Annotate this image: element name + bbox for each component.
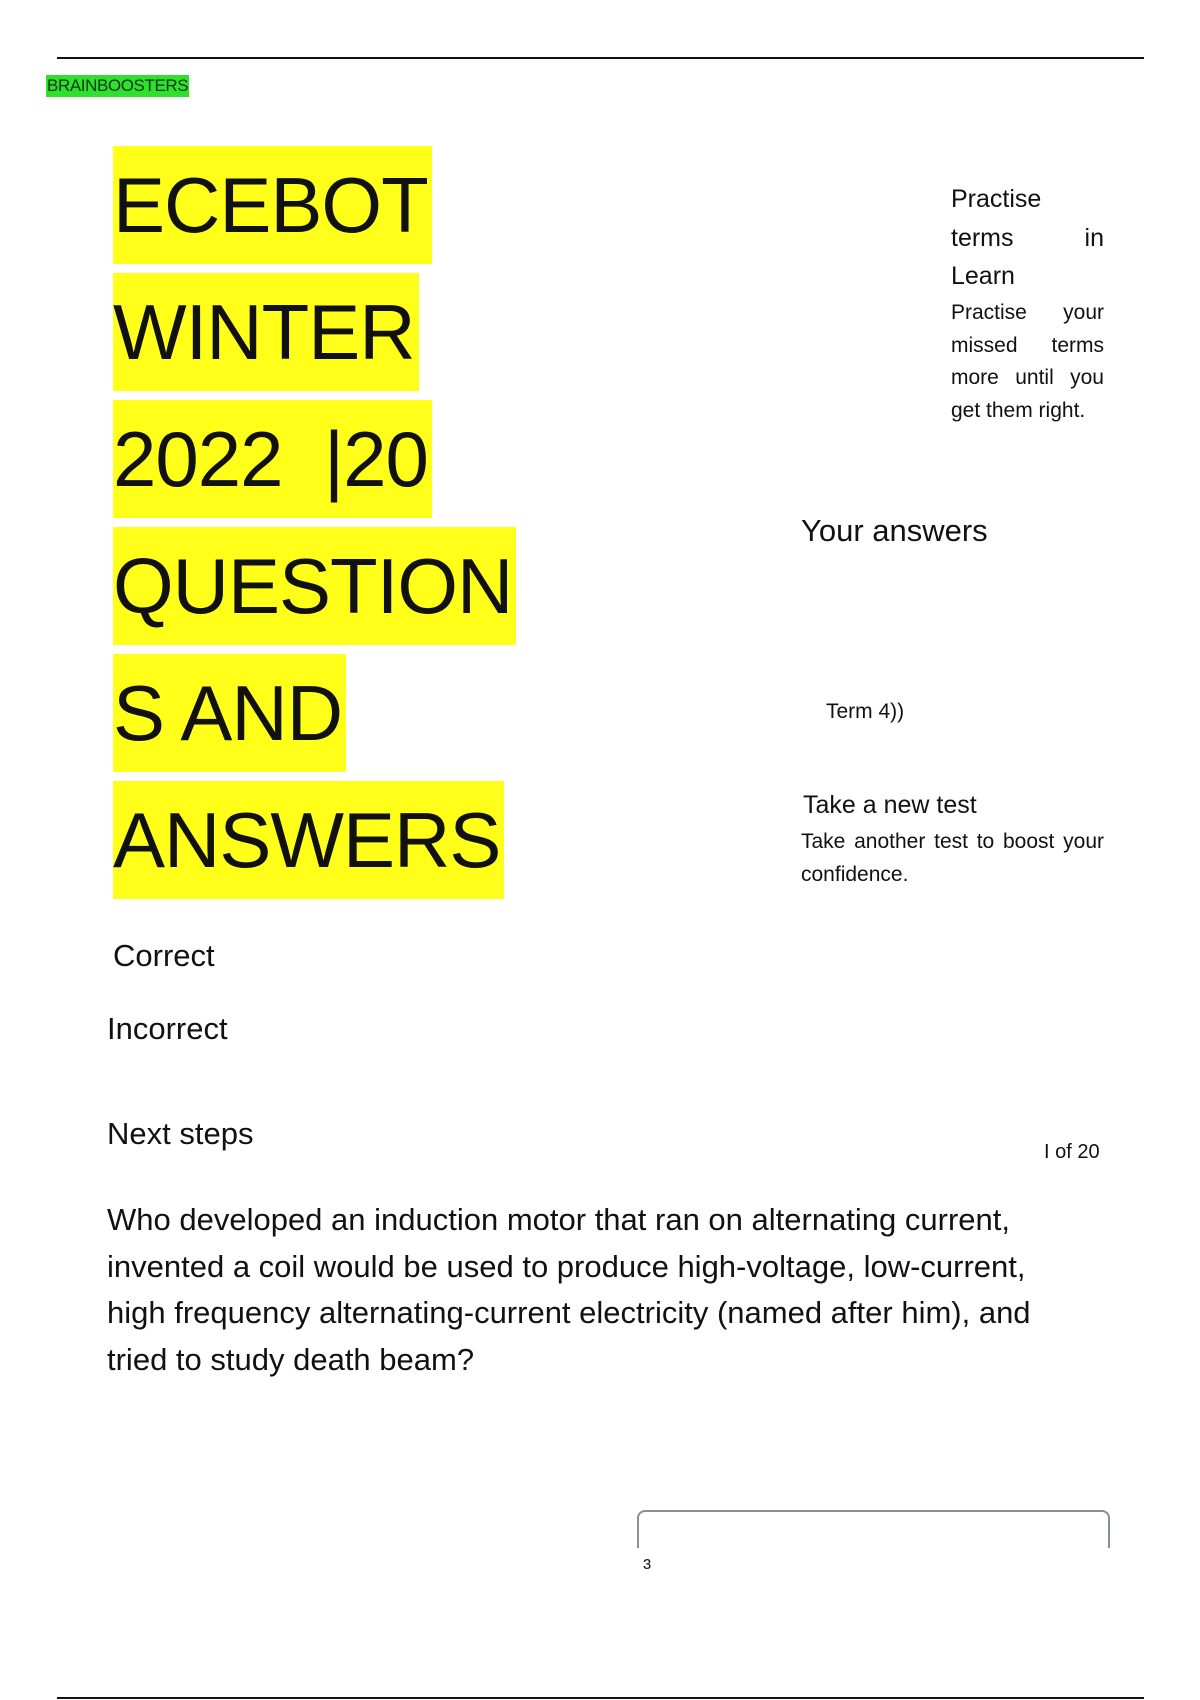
next-steps-heading: Next steps — [107, 1116, 254, 1151]
new-test-description: Take another test to boost your confidence. — [801, 830, 1104, 886]
incorrect-label: Incorrect — [107, 1011, 228, 1046]
question-counter: I of 20 — [1044, 1141, 1100, 1163]
answer-box-fragment: ɜ — [643, 1553, 652, 1573]
question-text: Who developed an induction motor that ran on alternating current, invented a coil would be used to produce high-voltage, low-current, high frequency alternating-current electricity (named after him), and tried to study death beam? — [107, 1202, 1031, 1377]
title-line: WINTER — [113, 273, 419, 391]
take-new-test-link[interactable]: Take a new test — [803, 791, 977, 819]
your-answers-heading: Your answers — [801, 513, 988, 548]
title-line: ECEBOT — [113, 146, 432, 264]
practise-terms-link[interactable]: Practise terms in Learn — [951, 185, 1104, 290]
title-line: QUESTION — [113, 527, 516, 645]
practise-terms-description: Practise your missed terms more until you get them right. — [951, 301, 1104, 422]
brand-label: BRAINBOOSTERS — [47, 76, 189, 95]
answer-input[interactable] — [637, 1510, 1110, 1548]
term-label: Term 4)) — [826, 700, 905, 723]
top-rule — [57, 57, 1144, 59]
title-line: S AND — [113, 654, 346, 772]
correct-label: Correct — [113, 938, 215, 973]
title-line: 2022 |20 — [113, 400, 432, 518]
page-title — [113, 146, 516, 908]
bottom-rule — [57, 1697, 1144, 1699]
title-line: ANSWERS — [113, 781, 504, 899]
